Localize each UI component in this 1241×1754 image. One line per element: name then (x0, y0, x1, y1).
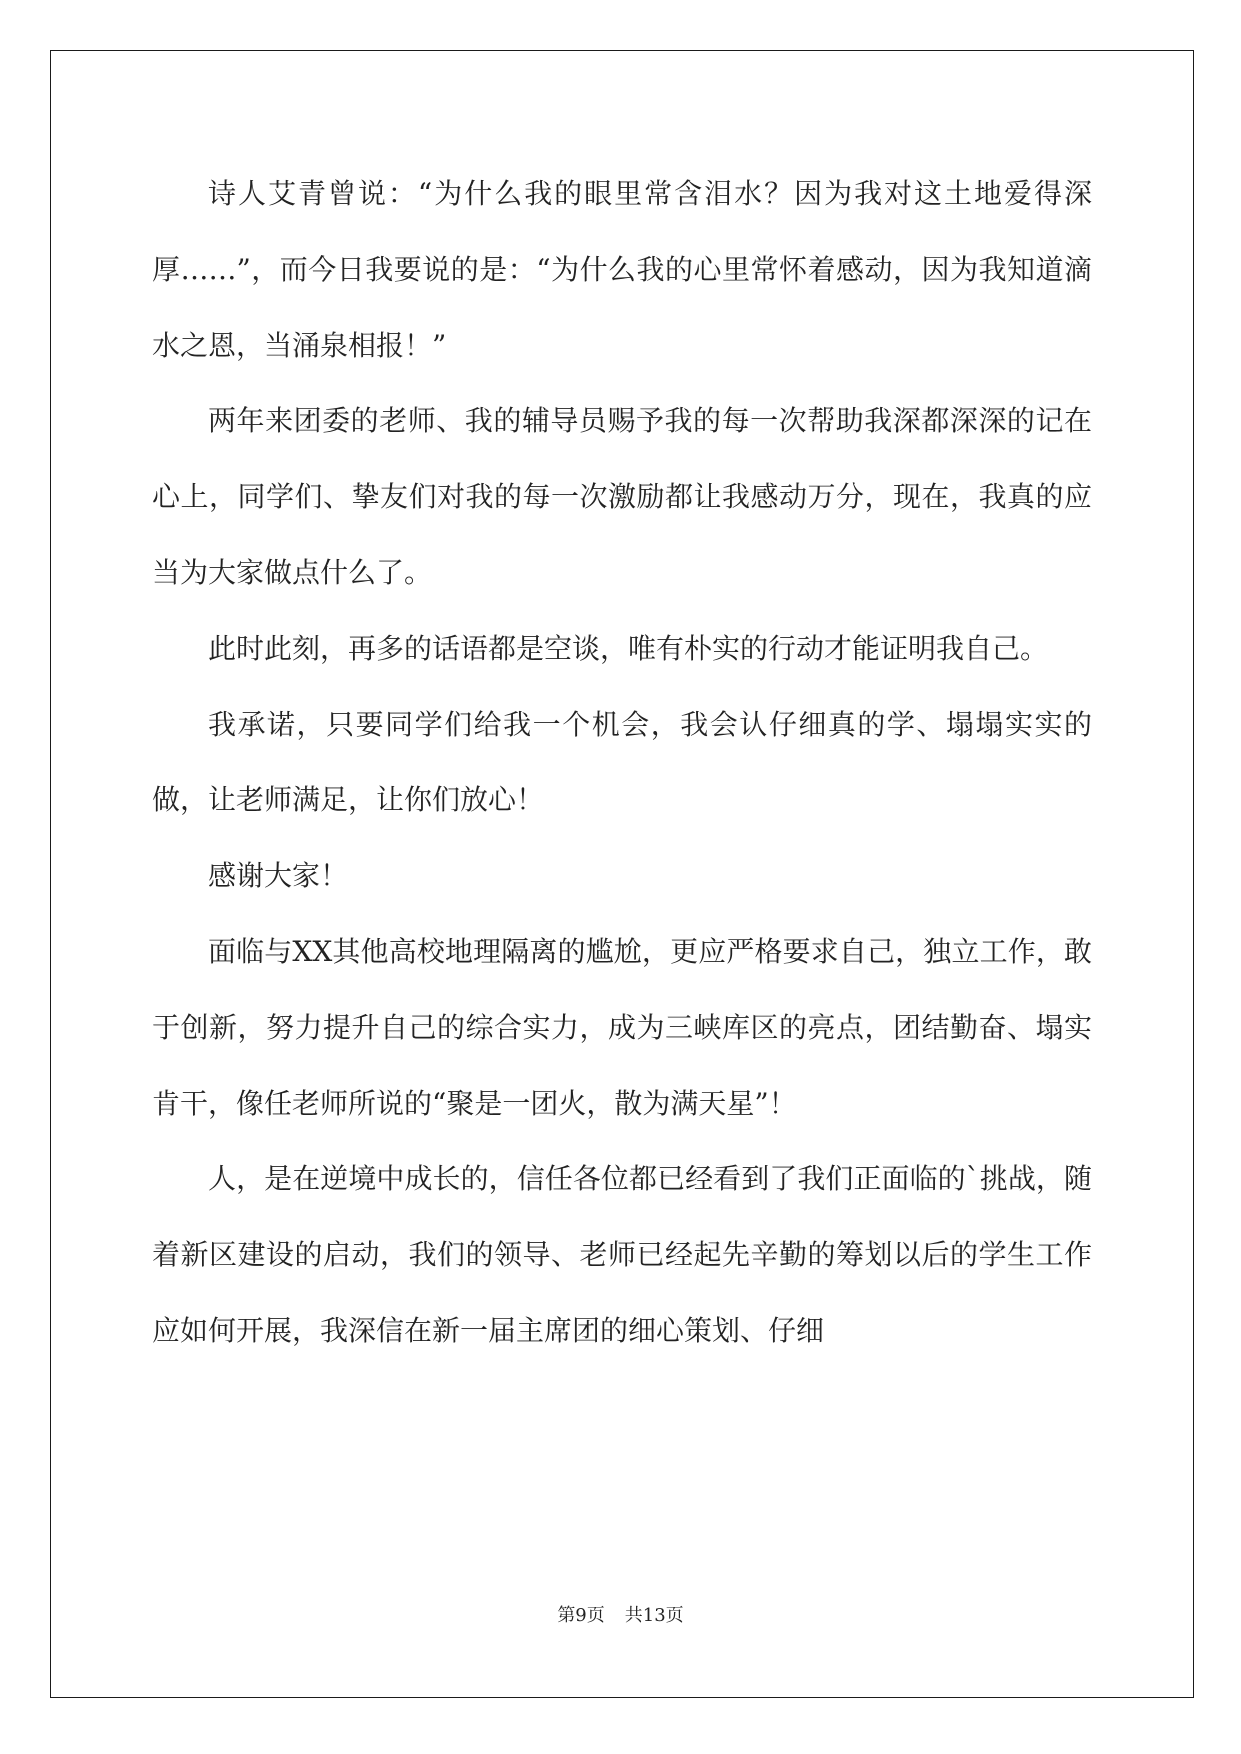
page-total: 共13页 (624, 1605, 684, 1626)
page-number: 第9页 (557, 1605, 605, 1626)
paragraph-3: 此时此刻，再多的话语都是空谈，唯有朴实的行动才能证明我自己。 (208, 631, 1049, 665)
paragraph-1: 诗人艾青曾说：“为什么我的眼里常含泪水？因为我对这土地爱得深厚……”，而今日我要说的是：“为什么我的心里常怀着感动，因为我知道滴水之恩，当涌泉相报！” (152, 177, 1092, 362)
document-body (152, 156, 1092, 1369)
paragraph-4: 我承诺，只要同学们给我一个机会，我会认仔细真的学、塌塌实实的做，让老师满足，让你们放心！ (152, 707, 1092, 817)
paragraph-5: 感谢大家！ (208, 859, 349, 893)
paragraph-7: 人，是在逆境中成长的，信任各位都已经看到了我们正面临的`挑战，随着新区建设的启动，我们的领导、老师已经起先辛勤的筹划以后的学生工作应如何开展，我深信在新一届主席团的细心策划、仔细 (152, 1162, 1092, 1347)
paragraph-2: 两年来团委的老师、我的辅导员赐予我的每一次帮助我深都深深的记在心上，同学们、挚友们对我的每一次激励都让我感动万分，现在，我真的应当为大家做点什么了。 (152, 404, 1092, 589)
paragraph-6: 面临与XX其他高校地理隔离的尴尬，更应严格要求自己，独立工作，敢于创新，努力提升自己的综合实力，成为三峡库区的亮点，团结勤奋、塌实肯干，像任老师所说的“聚是一团火，散为满天星”！ (152, 934, 1092, 1120)
page-footer (0, 1601, 1241, 1627)
